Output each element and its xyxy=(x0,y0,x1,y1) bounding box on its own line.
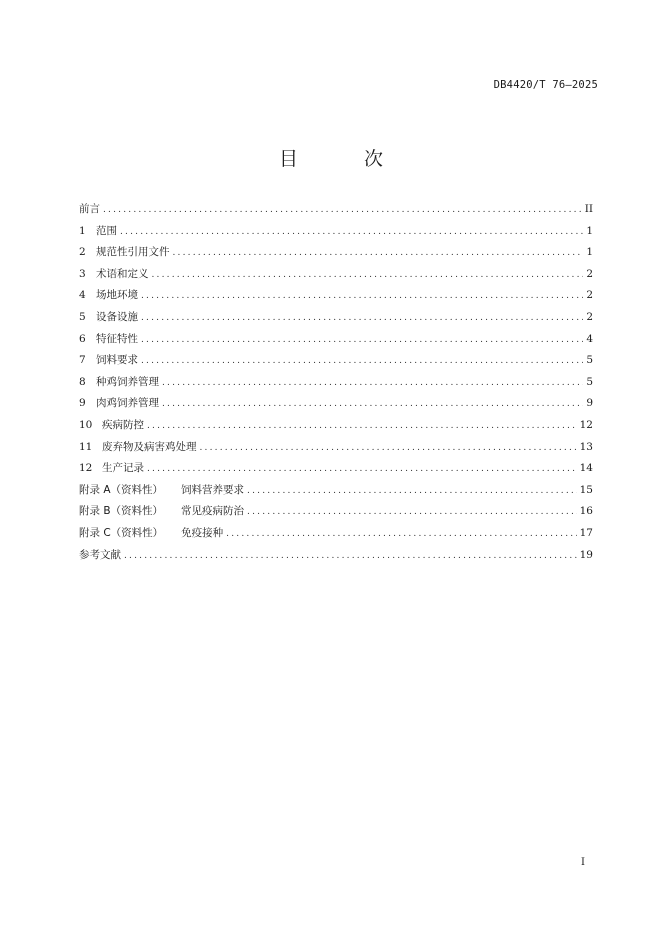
toc-entry-label xyxy=(102,458,144,480)
toc-entry-page: 17 xyxy=(579,526,593,539)
toc-entry[interactable] xyxy=(79,264,593,286)
toc-leader-dots xyxy=(120,222,583,244)
toc-entry[interactable] xyxy=(79,350,593,372)
toc-entry-label xyxy=(96,372,159,394)
toc-entry-page: 14 xyxy=(579,462,593,475)
toc-leader-dots xyxy=(162,394,583,416)
toc-leader-dots xyxy=(162,373,583,395)
toc-leader-dots xyxy=(152,265,584,287)
toc-entry-label xyxy=(96,221,117,243)
toc-entry[interactable] xyxy=(79,307,593,329)
page-number: I xyxy=(581,857,585,868)
toc-entry-title: 疾病防控 xyxy=(102,418,144,431)
toc-entry[interactable] xyxy=(79,221,593,243)
toc-entry-label xyxy=(79,545,121,567)
toc-entry-title: 附录 B（资料性） xyxy=(79,505,164,518)
toc-entry[interactable] xyxy=(79,242,593,264)
toc-leader-dots xyxy=(141,351,583,373)
toc-entry-title: 种鸡饲养管理 xyxy=(96,375,159,388)
toc-entry-label xyxy=(102,415,144,437)
toc-entry-number: 11 xyxy=(79,440,93,453)
toc-entry[interactable] xyxy=(79,372,593,394)
toc-entry-page: 13 xyxy=(579,440,593,453)
toc-leader-dots xyxy=(141,330,583,352)
toc-leader-dots xyxy=(200,438,577,460)
toc-entry-number: 7 xyxy=(79,354,86,367)
toc-entry[interactable] xyxy=(79,523,593,545)
toc-leader-dots xyxy=(173,243,584,265)
toc-entry[interactable] xyxy=(79,199,593,221)
toc-entry-title: 设备设施 xyxy=(96,310,138,323)
toc-entry-subtitle: 免疫接种 xyxy=(181,526,224,539)
document-code: DB4420/T 76—2025 xyxy=(493,79,598,91)
toc-entry-label xyxy=(79,199,100,221)
toc-entry-page: 9 xyxy=(586,397,593,410)
toc-entry-page: 12 xyxy=(579,418,593,431)
toc-entry-number: 9 xyxy=(79,397,86,410)
toc-entry-label xyxy=(96,350,138,372)
toc-entry-page: 2 xyxy=(586,267,593,280)
toc-entry-page: 1 xyxy=(586,246,593,259)
toc-entry-page: 15 xyxy=(579,483,593,496)
toc-entry-number: 1 xyxy=(79,224,86,237)
toc-entry[interactable] xyxy=(79,545,593,567)
toc-entry-label xyxy=(96,307,138,329)
toc-entry-title: 废弃物及病害鸡处理 xyxy=(102,440,197,453)
toc-leader-dots xyxy=(103,200,582,222)
toc-entry-label xyxy=(79,480,244,502)
table-of-contents xyxy=(79,199,593,566)
toc-leader-dots xyxy=(124,546,577,568)
toc-leader-dots xyxy=(141,286,583,308)
toc-entry-label xyxy=(96,329,138,351)
toc-entry-page: II xyxy=(584,203,593,215)
toc-leader-dots xyxy=(247,502,577,524)
toc-leader-dots xyxy=(226,524,576,546)
toc-entry-page: 16 xyxy=(579,505,593,518)
toc-entry-number: 3 xyxy=(79,267,86,280)
toc-entry-title: 参考文献 xyxy=(79,548,121,561)
toc-entry-title: 附录 A（资料性） xyxy=(79,483,164,496)
toc-entry-label xyxy=(102,437,197,459)
toc-leader-dots xyxy=(147,459,577,481)
toc-entry-page: 19 xyxy=(579,548,593,561)
toc-entry-label xyxy=(79,501,244,523)
toc-entry[interactable] xyxy=(79,285,593,307)
toc-title: 目 次 xyxy=(278,148,414,170)
toc-entry-page: 5 xyxy=(586,375,593,388)
toc-entry-number: 6 xyxy=(79,332,86,345)
toc-entry-number: 5 xyxy=(79,310,86,323)
toc-entry-title: 附录 C（资料性） xyxy=(79,526,164,539)
toc-entry-title: 术语和定义 xyxy=(96,267,149,280)
toc-entry-page: 4 xyxy=(586,332,593,345)
toc-entry-page: 1 xyxy=(586,224,593,237)
toc-entry[interactable] xyxy=(79,393,593,415)
toc-entry-title: 特征特性 xyxy=(96,332,138,345)
toc-entry-number: 2 xyxy=(79,246,86,259)
toc-entry-label xyxy=(79,523,223,545)
toc-entry-number: 12 xyxy=(79,462,93,475)
toc-entry-page: 2 xyxy=(586,289,593,302)
toc-leader-dots xyxy=(247,481,577,503)
toc-entry-subtitle: 常见疫病防治 xyxy=(181,505,245,518)
toc-entry[interactable] xyxy=(79,329,593,351)
toc-leader-dots xyxy=(141,308,583,330)
toc-leader-dots xyxy=(147,416,577,438)
toc-entry[interactable] xyxy=(79,458,593,480)
toc-entry-label xyxy=(96,285,138,307)
toc-entry-label xyxy=(96,242,170,264)
toc-entry[interactable] xyxy=(79,480,593,502)
toc-entry-title: 场地环境 xyxy=(96,289,138,302)
toc-entry-subtitle: 饲料营养要求 xyxy=(181,483,245,496)
toc-entry[interactable] xyxy=(79,437,593,459)
toc-entry-label xyxy=(96,264,149,286)
toc-entry-page: 5 xyxy=(586,354,593,367)
toc-entry-title: 前言 xyxy=(79,203,100,215)
toc-entry-number: 10 xyxy=(79,418,93,431)
toc-entry-number: 4 xyxy=(79,289,86,302)
toc-entry-title: 范围 xyxy=(96,224,117,237)
toc-entry-page: 2 xyxy=(586,310,593,323)
toc-entry[interactable] xyxy=(79,501,593,523)
toc-entry-title: 肉鸡饲养管理 xyxy=(96,397,159,410)
toc-entry[interactable] xyxy=(79,415,593,437)
toc-entry-title: 规范性引用文件 xyxy=(96,246,170,259)
toc-entry-number: 8 xyxy=(79,375,86,388)
toc-entry-label xyxy=(96,393,159,415)
toc-entry-title: 饲料要求 xyxy=(96,354,138,367)
toc-entry-title: 生产记录 xyxy=(102,462,144,475)
